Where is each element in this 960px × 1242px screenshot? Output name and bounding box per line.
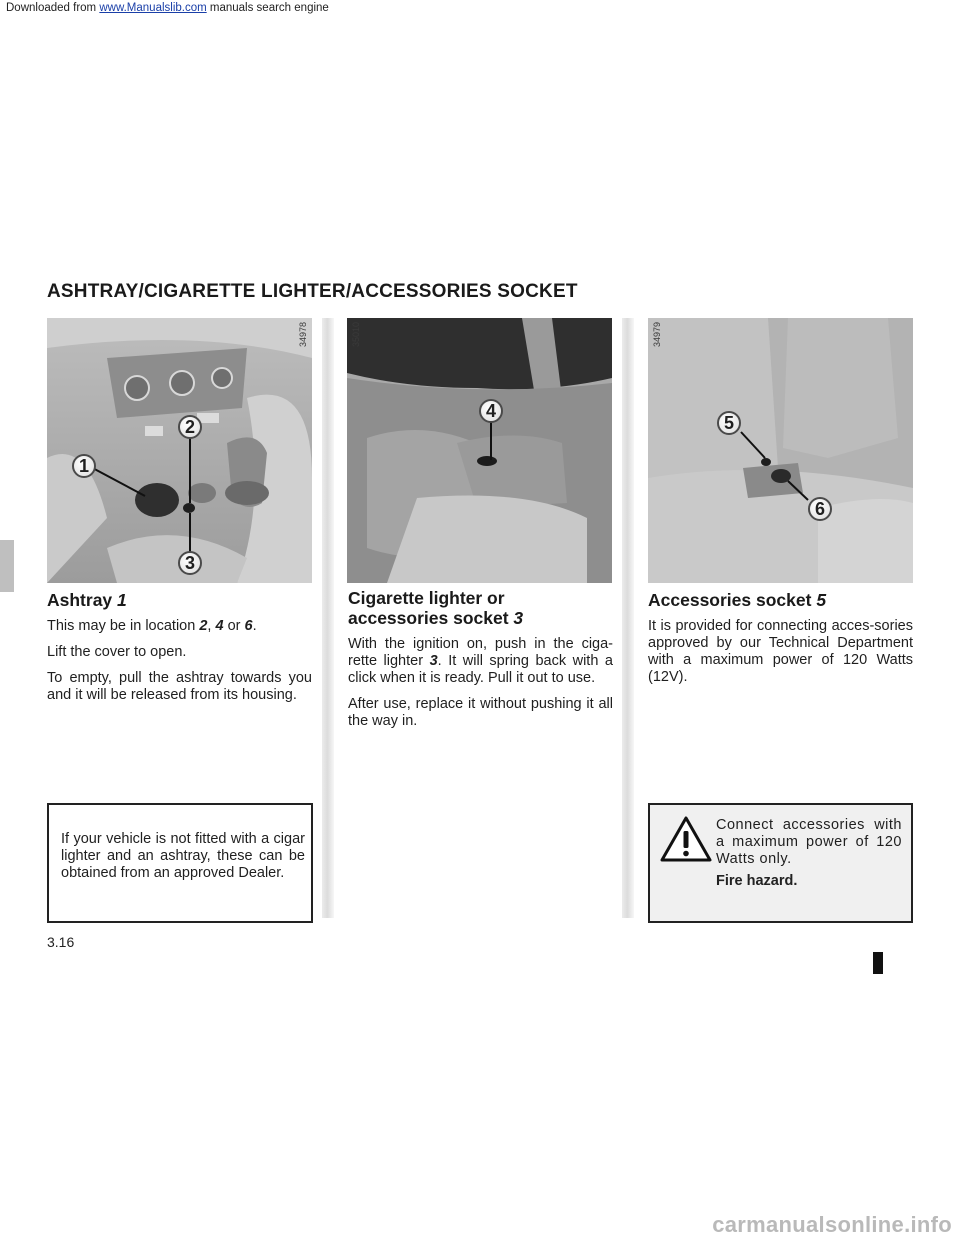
fire-hazard-warning-box: [648, 803, 913, 923]
ashtray-photo: [47, 318, 312, 583]
warning-text: Connect accessories with a maximum power of 120 Watts only.: [716, 817, 902, 867]
socket-section: [648, 590, 913, 686]
watermark: carmanualsonline.info: [712, 1212, 952, 1237]
callout-3: 3: [178, 551, 202, 575]
column-divider: [622, 318, 634, 918]
photo-reference-number: 34978: [298, 322, 308, 348]
photo-reference-number: 34979: [652, 322, 662, 348]
lighter-use-text: With the ignition on, push in the ciga-rette lighter 3. It will spring back with a click when it is ready. Pull it out to use.: [348, 636, 613, 686]
warning-emphasis: Fire hazard.: [716, 873, 798, 889]
lighter-section: [348, 588, 613, 730]
page-number: 3.16: [47, 934, 75, 950]
photo-reference-number: 35010: [351, 322, 361, 348]
socket-heading: Accessories socket 5: [648, 590, 827, 610]
lighter-heading: Cigarette lighter or accessories socket 3: [348, 588, 524, 628]
ashtray-section: [47, 590, 312, 704]
download-source-line: Downloaded from www.Manualslib.com manuals search engine: [6, 2, 329, 14]
dealer-note-text: If your vehicle is not fitted with a cigar lighter and an ashtray, these can be obtained from an approved Dealer.: [61, 831, 305, 881]
callout-6: 6: [808, 497, 832, 521]
page-edge-marker: [873, 952, 883, 974]
page-title: ASHTRAY/CIGARETTE LIGHTER/ACCESSORIES SOCKET: [47, 281, 578, 302]
cigarette-lighter-photo: [347, 318, 612, 583]
dealer-note-box: [47, 803, 313, 923]
ashtray-open-text: Lift the cover to open.: [47, 644, 187, 660]
column-divider: [322, 318, 334, 918]
callout-5: 5: [717, 411, 741, 435]
socket-description-text: It is provided for connecting acces-sories approved by our Technical Department with a maximum power of 120 Watts (12V).: [648, 618, 913, 685]
callout-1: 1: [72, 454, 96, 478]
ashtray-location-text: This may be in location 2, 4 or 6.: [47, 618, 257, 634]
ashtray-heading: Ashtray 1: [47, 590, 127, 610]
chapter-tab: [0, 540, 14, 592]
warning-triangle-icon: [660, 816, 712, 862]
lighter-replace-text: After use, replace it without pushing it all the way in.: [348, 696, 613, 729]
callout-2: 2: [178, 415, 202, 439]
manualslib-link[interactable]: www.Manualslib.com: [99, 2, 207, 14]
callout-4: 4: [479, 399, 503, 423]
ashtray-empty-text: To empty, pull the ashtray towards you and it will be released from its housing.: [47, 670, 312, 703]
accessories-socket-photo: [648, 318, 913, 583]
